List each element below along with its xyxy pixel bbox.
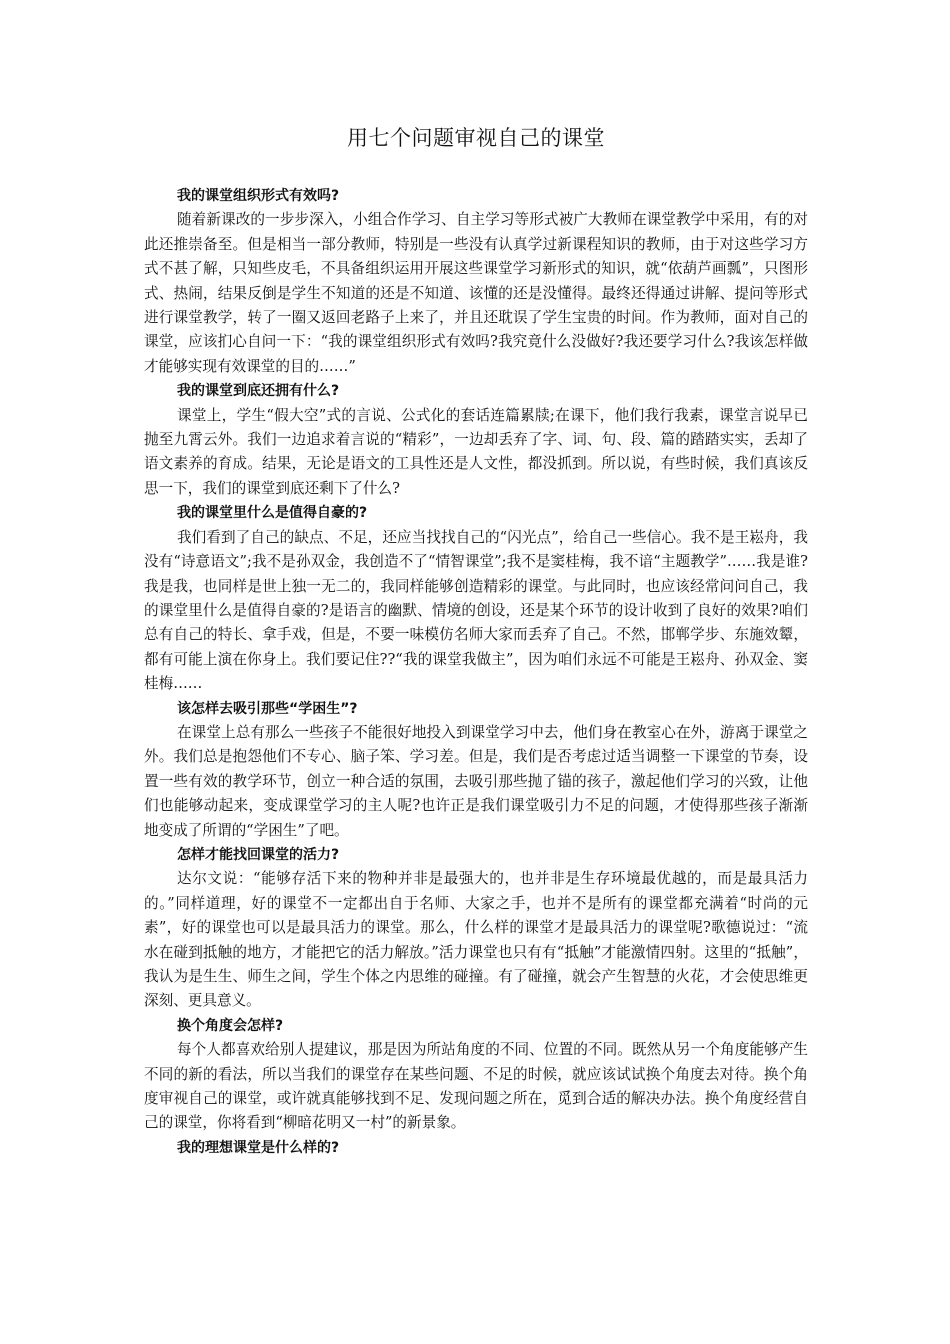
section-paragraph: 随着新课改的一步步深入，小组合作学习、自主学习等形式被广大教师在课堂教学中采用，有的对此还推崇备至。但是相当一部分教师，特别是一些没有认真学过新课程知识的教师，由于对这些学习方式不甚了解，只知些皮毛，不具备组织运用开展这些课堂学习新形式的知识，就“依葫芦画瓢”，只图形式、热闹，结果反倒是学生不知道的还是不知道、该懂的还是没懂得。最终还得通过讲解、提问等形式进行课堂教学，转了一圈又返回老路子上来了，并且还耽误了学生宝贵的时间。作为教师，面对自己的课堂，应该扪心自问一下：“我的课堂组织形式有效吗?我究竟什么没做好?我还要学习什么?我该怎样做才能够实现有效课堂的目的……” (144, 211, 808, 375)
section-paragraph: 我们看到了自己的缺点、不足，还应当找找自己的“闪光点”，给自己一些信心。我不是王崧舟，我没有“诗意语文”;我不是孙双金，我创造不了“情智课堂”;我不是窦桂梅，我不谙“主题教学”……我是谁?我是我，也同样是世上独一无二的，我同样能够创造精彩的课堂。与此同时，也应该经常问问自己，我的课堂里什么是值得自豪的?是语言的幽默、情境的创设，还是某个环节的设计收到了良好的效果?咱们总有自己的特长、拿手戏，但是，不要一味模仿名师大家而丢弃了自己。不然，邯郸学步、东施效颦，都有可能上演在你身上。我们要记住??“我的课堂我做主”，因为咱们永远不可能是王崧舟、孙双金、窦桂梅…… (144, 528, 808, 693)
section-4 (144, 697, 808, 843)
section-paragraph: 在课堂上总有那么一些孩子不能很好地投入到课堂学习中去，他们身在教室心在外，游离于课堂之外。我们总是抱怨他们不专心、脑子笨、学习差。但是，我们是否考虑过适当调整一下课堂的节奏，设置一些有效的教学环节，创立一种合适的氛围，去吸引那些抛了锚的孩子，激起他们学习的兴致，让他们也能够动起来，变成课堂学习的主人呢?也许正是我们课堂吸引力不足的问题，才使得那些孩子渐渐地变成了所谓的“学困生”了吧。 (144, 723, 808, 839)
document-page (144, 118, 808, 1160)
section-heading: 我的课堂到底还拥有什么? (177, 383, 340, 400)
section-1 (144, 184, 808, 379)
section-paragraph: 达尔文说：“能够存活下来的物种并非是最强大的，也并非是生存环境最优越的，而是最具活力的。”同样道理，好的课堂不一定都出自于名师、大家之手，也并不是所有的课堂都充满着“时尚的元素”，好的课堂也可以是最具活力的课堂。那么，什么样的课堂才是最具活力的课堂呢?歌德说过：“流水在碰到抵触的地方，才能把它的活力解放。”活力课堂也只有有“抵触”才能激情四射。这里的“抵触”，我认为是生生、师生之间，学生个体之内思维的碰撞。有了碰撞，就会产生智慧的火花，才会使思维更深刻、更具意义。 (144, 870, 808, 1010)
section-7 (144, 1136, 808, 1160)
section-paragraph: 课堂上，学生“假大空”式的言说、公式化的套话连篇累牍;在课下，他们我行我素，课堂言说早已抛至九霄云外。我们一边追求着言说的“精彩”，一边却丢弃了字、词、句、段、篇的踏踏实实，丢却了语文素养的育成。结果，无论是语文的工具性还是人文性，都没抓到。所以说，有些时候，我们真该反思一下，我们的课堂到底还剩下了什么? (144, 406, 808, 497)
section-heading: 我的课堂里什么是值得自豪的? (177, 505, 368, 522)
section-5 (144, 843, 808, 1014)
section-heading: 我的课堂组织形式有效吗? (177, 188, 340, 204)
section-3 (144, 501, 808, 696)
section-paragraph: 每个人都喜欢给别人提建议，那是因为所站角度的不同、位置的不同。既然从另一个角度能够产生不同的新的看法，所以当我们的课堂存在某些问题、不足的时候，就应该试试换个角度去对待。换个角度审视自己的课堂，或许就真能够找到不足、发现问题之所在，觅到合适的解决办法。换个角度经营自己的课堂，你将看到“柳暗花明又一村”的新景象。 (144, 1041, 808, 1132)
section-heading: 该怎样去吸引那些“学困生”? (177, 700, 358, 717)
section-2 (144, 379, 808, 501)
section-6 (144, 1014, 808, 1136)
section-heading: 我的理想课堂是什么样的? (177, 1139, 340, 1156)
section-heading: 怎样才能找回课堂的活力? (177, 846, 340, 863)
section-heading: 换个角度会怎样? (177, 1017, 284, 1034)
document-title: 用七个问题审视自己的课堂 (347, 126, 605, 150)
